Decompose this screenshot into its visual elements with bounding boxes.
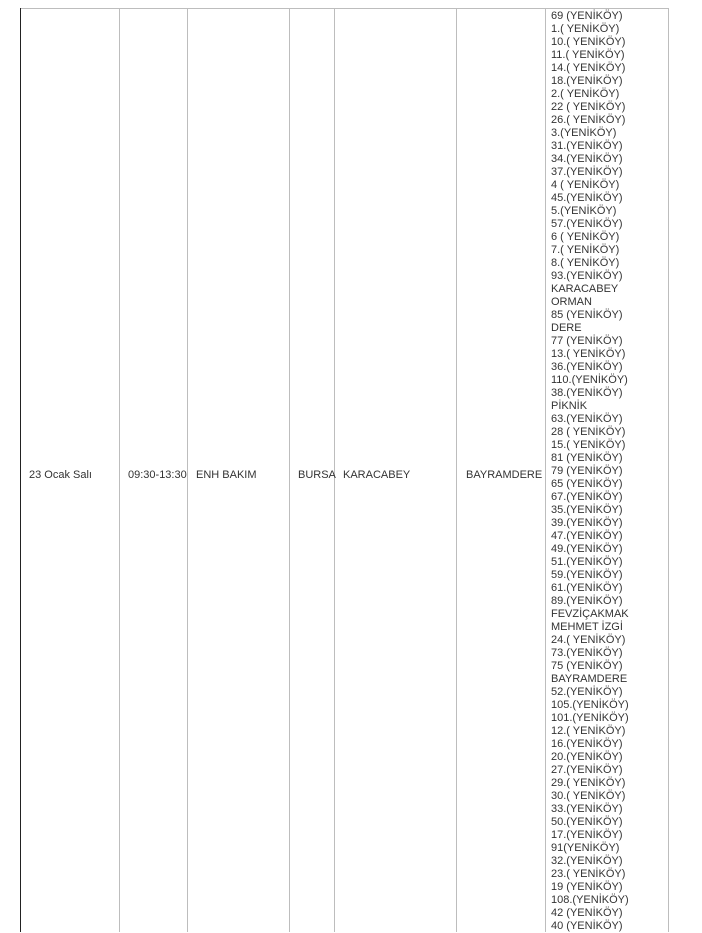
street-item: FEVZİÇAKMAK [551, 608, 629, 620]
street-item: DERE [551, 322, 582, 334]
street-item: 29.( YENİKÖY) [551, 777, 626, 789]
street-item: 3.(YENİKÖY) [551, 127, 617, 139]
street-item: 50.(YENİKÖY) [551, 816, 623, 828]
street-item: BAYRAMDERE [551, 673, 628, 685]
table-top-border [20, 8, 669, 9]
street-item: 22 ( YENİKÖY) [551, 101, 626, 113]
city-cell: BURSA [298, 469, 336, 481]
street-item: 11.( YENİKÖY) [551, 49, 625, 61]
street-item: 81 (YENİKÖY) [551, 452, 623, 464]
street-item: 105.(YENİKÖY) [551, 699, 629, 711]
street-item: 40 (YENİKÖY) [551, 920, 623, 932]
column-divider [545, 8, 546, 932]
street-item: 36.(YENİKÖY) [551, 361, 623, 373]
street-item: 63.(YENİKÖY) [551, 413, 623, 425]
street-item: 37.(YENİKÖY) [551, 166, 623, 178]
street-item: 57.(YENİKÖY) [551, 218, 623, 230]
street-item: 18.(YENİKÖY) [551, 75, 623, 87]
date-cell: 23 Ocak Salı [29, 469, 92, 481]
street-item: 20.(YENİKÖY) [551, 751, 623, 763]
streets-list [551, 10, 629, 933]
street-item: PİKNİK [551, 400, 588, 412]
street-item: 45.(YENİKÖY) [551, 192, 623, 204]
street-item: 16.(YENİKÖY) [551, 738, 623, 750]
street-item: ORMAN [551, 296, 592, 308]
street-item: 5.(YENİKÖY) [551, 205, 617, 217]
street-item: 67.(YENİKÖY) [551, 491, 623, 503]
street-item: 39.(YENİKÖY) [551, 517, 623, 529]
street-item: 73.(YENİKÖY) [551, 647, 623, 659]
street-item: KARACABEY [551, 283, 619, 295]
street-item: 61.(YENİKÖY) [551, 582, 623, 594]
district-cell: KARACABEY [343, 469, 411, 481]
street-item: 69 (YENİKÖY) [551, 10, 623, 22]
street-item: 35.(YENİKÖY) [551, 504, 623, 516]
street-item: 24.( YENİKÖY) [551, 634, 626, 646]
street-item: 28 ( YENİKÖY) [551, 426, 626, 438]
street-item: 13.( YENİKÖY) [551, 348, 626, 360]
table-right-border [668, 8, 669, 932]
street-item: 7.( YENİKÖY) [551, 244, 620, 256]
street-item: 101.(YENİKÖY) [551, 712, 629, 724]
street-item: 27.(YENİKÖY) [551, 764, 623, 776]
street-item: 14.( YENİKÖY) [551, 62, 626, 74]
table-left-border [20, 8, 21, 932]
column-divider [289, 8, 290, 932]
street-item: 31.(YENİKÖY) [551, 140, 623, 152]
street-item: 110.(YENİKÖY) [551, 374, 628, 386]
street-item: 42 (YENİKÖY) [551, 907, 623, 919]
street-item: 2.( YENİKÖY) [551, 88, 620, 100]
street-item: 6 ( YENİKÖY) [551, 231, 620, 243]
street-item: 77 (YENİKÖY) [551, 335, 623, 347]
street-item: 93.(YENİKÖY) [551, 270, 623, 282]
street-item: 23.( YENİKÖY) [551, 868, 626, 880]
street-item: 8.( YENİKÖY) [551, 257, 620, 269]
street-item: 47.(YENİKÖY) [551, 530, 623, 542]
street-item: 19 (YENİKÖY) [551, 881, 623, 893]
column-divider [456, 8, 457, 932]
column-divider [119, 8, 120, 932]
time-cell: 09:30-13:30 [128, 469, 187, 481]
street-item: 17.(YENİKÖY) [551, 829, 623, 841]
neighborhood-cell: BAYRAMDERE [466, 469, 543, 481]
street-item: 38.(YENİKÖY) [551, 387, 623, 399]
outage-type-cell: ENH BAKIM [196, 469, 257, 481]
street-item: 65 (YENİKÖY) [551, 478, 623, 490]
street-item: MEHMET İZGİ [551, 621, 623, 633]
street-item: 32.(YENİKÖY) [551, 855, 623, 867]
street-item: 85 (YENİKÖY) [551, 309, 623, 321]
street-item: 75 (YENİKÖY) [551, 660, 623, 672]
street-item: 15.( YENİKÖY) [551, 439, 626, 451]
street-item: 1.( YENİKÖY) [551, 23, 620, 35]
street-item: 89.(YENİKÖY) [551, 595, 623, 607]
street-item: 59.(YENİKÖY) [551, 569, 623, 581]
street-item: 51.(YENİKÖY) [551, 556, 623, 568]
street-item: 52.(YENİKÖY) [551, 686, 623, 698]
street-item: 33.(YENİKÖY) [551, 803, 623, 815]
street-item: 34.(YENİKÖY) [551, 153, 623, 165]
street-item: 91(YENİKÖY) [551, 842, 620, 854]
street-item: 26.( YENİKÖY) [551, 114, 626, 126]
street-item: 10.( YENİKÖY) [551, 36, 626, 48]
column-divider [187, 8, 188, 932]
street-item: 30.( YENİKÖY) [551, 790, 626, 802]
street-item: 108.(YENİKÖY) [551, 894, 629, 906]
street-item: 79 (YENİKÖY) [551, 465, 623, 477]
street-item: 49.(YENİKÖY) [551, 543, 623, 555]
street-item: 4 ( YENİKÖY) [551, 179, 620, 191]
street-item: 12.( YENİKÖY) [551, 725, 626, 737]
